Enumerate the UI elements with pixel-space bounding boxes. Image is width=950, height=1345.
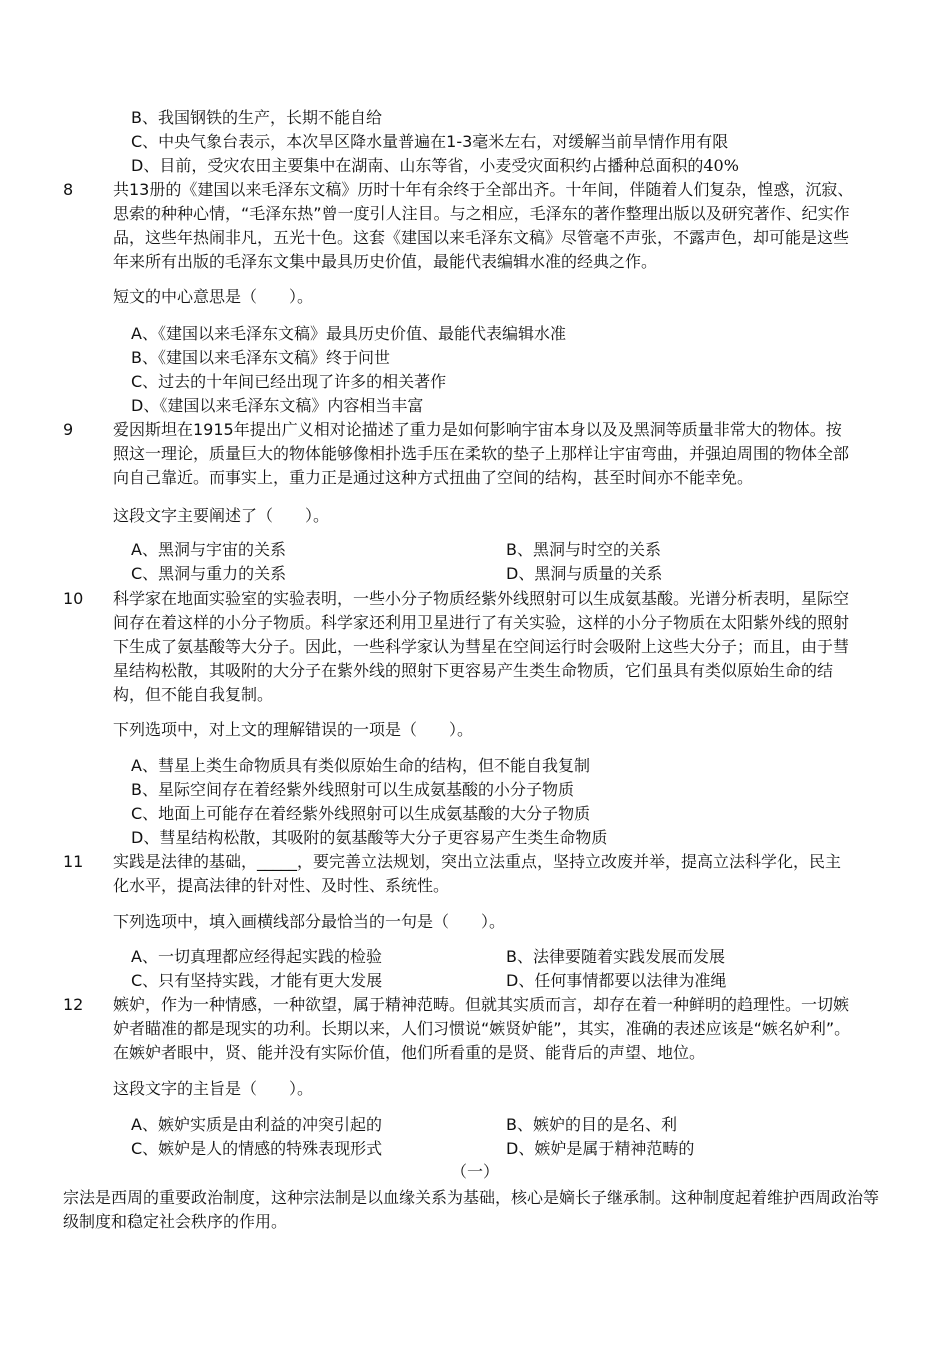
q11-option-b: B、法律要随着实践发展而发展 (506, 947, 725, 966)
section-passage: 宗法是西周的重要政治制度，这种宗法制是以血缘关系为基础，核心是嫡长子继承制。这种制度起着维护西周政治等级制度和稳定社会秩序的作用。 (63, 1188, 880, 1231)
q10-passage: 科学家在地面实验室的实验表明，一些小分子物质经紫外线照射可以生成氨基酸。光谱分析表明，星际空间存在着这样的小分子物质。科学家还利用卫星进行了有关实验，这样的小分子物质在太阳紫外线的照射下生成了氨基酸等大分子。因此，一些科学家认为彗星在空间运行时会吸附上这些大分子；而且，由于彗星结构松散，其吸附的大分子在紫外线的照射下更容易产生类生命物质，它们虽具有类似原始生命的结构，但不能自我复制。 (113, 589, 850, 704)
q7-option-c: C、中央气象台表示，本次旱区降水量普遍在1-3毫米左右，对缓解当前旱情作用有限 (131, 132, 729, 151)
q12-number: 12 (63, 995, 84, 1014)
q10-option-a: A、彗星上类生命物质具有类似原始生命的结构，但不能自我复制 (131, 756, 590, 775)
q11-passage: 实践是法律的基础，_____，要完善立法规划，突出立法重点，坚持立改废并举，提高立法科学化，民主化水平，提高法律的针对性、及时性、系统性。 (113, 852, 842, 895)
q8-option-a: A、《建国以来毛泽东文稿》最具历史价值、最能代表编辑水准 (131, 324, 566, 343)
q12-question: 这段文字的主旨是（ ）。 (113, 1079, 314, 1098)
q10-option-d: D、彗星结构松散，其吸附的氨基酸等大分子更容易产生类生命物质 (131, 828, 608, 847)
q9-passage: 爱因斯坦在1915年提出广义相对论描述了重力是如何影响宇宙本身以及及黑洞等质量非常大的物体。按照这一理论，质量巨大的物体能够像相扑选手压在柔软的垫子上那样让宇宙弯曲，并强迫周围的物体全部向自己靠近。而事实上，重力正是通过这种方式扭曲了空间的结构，甚至时间亦不能幸免。 (113, 420, 850, 487)
q12-option-c: C、嫉妒是人的情感的特殊表现形式 (131, 1139, 383, 1158)
q12-option-b: B、嫉妒的目的是名、利 (506, 1115, 677, 1134)
q11-option-c: C、只有坚持实践，才能有更大发展 (131, 971, 383, 990)
q9-option-a: A、黑洞与宇宙的关系 (131, 540, 286, 559)
q8-option-b: B、《建国以来毛泽东文稿》终于问世 (131, 348, 390, 367)
q9-option-d: D、黑洞与质量的关系 (506, 564, 663, 583)
q7-option-d-text: D、目前，受灾农田主要集中在湖南、山东等省，小麦受灾面积约占播种总面积的 (131, 156, 704, 175)
q10-number: 10 (63, 589, 84, 608)
q12-option-d: D、嫉妒是属于精神范畴的 (506, 1139, 695, 1158)
q8-option-d: D、《建国以来毛泽东文稿》内容相当丰富 (131, 396, 424, 415)
q9-option-c: C、黑洞与重力的关系 (131, 564, 287, 583)
q8-option-c: C、过去的十年间已经出现了许多的相关著作 (131, 372, 447, 391)
q10-question: 下列选项中，对上文的理解错误的一项是（ ）。 (113, 720, 474, 739)
q12-passage: 嫉妒，作为一种情感，一种欲望，属于精神范畴。但就其实质而言，却存在着一种鲜明的趋理性。一切嫉妒者瞄准的都是现实的功利。长期以来，人们习惯说“嫉贤妒能”，其实，准确的表述应该是“嫉名妒利”。在嫉妒者眼中，贤、能并没有实际价值，他们所看重的是贤、能背后的声望、地位。 (113, 995, 851, 1062)
q11-option-d: D、任何事情都要以法律为准绳 (506, 971, 727, 990)
q8-number: 8 (63, 180, 74, 199)
q11-option-a: A、一切真理都应经得起实践的检验 (131, 947, 382, 966)
q7-option-b: B、我国钢铁的生产，长期不能自给 (131, 108, 382, 127)
q12-option-a: A、嫉妒实质是由利益的冲突引起的 (131, 1115, 382, 1134)
section-heading: （一） (450, 1162, 499, 1181)
q10-option-c: C、地面上可能存在着经紫外线照射可以生成氨基酸的大分子物质 (131, 804, 591, 823)
q9-option-b: B、黑洞与时空的关系 (506, 540, 661, 559)
q9-number: 9 (63, 420, 74, 439)
q11-number: 11 (63, 852, 84, 871)
q7-option-d-value: 40% (703, 156, 739, 175)
q8-passage: 共13册的《建国以来毛泽东文稿》历时十年有余终于全部出齐。十年间，伴随着人们复杂，惶惑，沉寂、思索的种种心情，“毛泽东热”曾一度引人注目。与之相应，毛泽东的著作整理出版以及研究著作、纪实作品，这些年热闹非凡，五光十色。这套《建国以来毛泽东文稿》尽管毫不声张，不露声色，却可能是这些年来所有出版的毛泽东文集中最具历史价值，最能代表编辑水准的经典之作。 (113, 180, 854, 271)
q11-question: 下列选项中，填入画横线部分最恰当的一句是（ ）。 (113, 912, 506, 931)
q9-question: 这段文字主要阐述了（ ）。 (113, 506, 330, 525)
q8-question: 短文的中心意思是（ ）。 (113, 287, 314, 306)
q7-option-d (131, 154, 739, 178)
q10-option-b: B、星际空间存在着经紫外线照射可以生成氨基酸的小分子物质 (131, 780, 574, 799)
